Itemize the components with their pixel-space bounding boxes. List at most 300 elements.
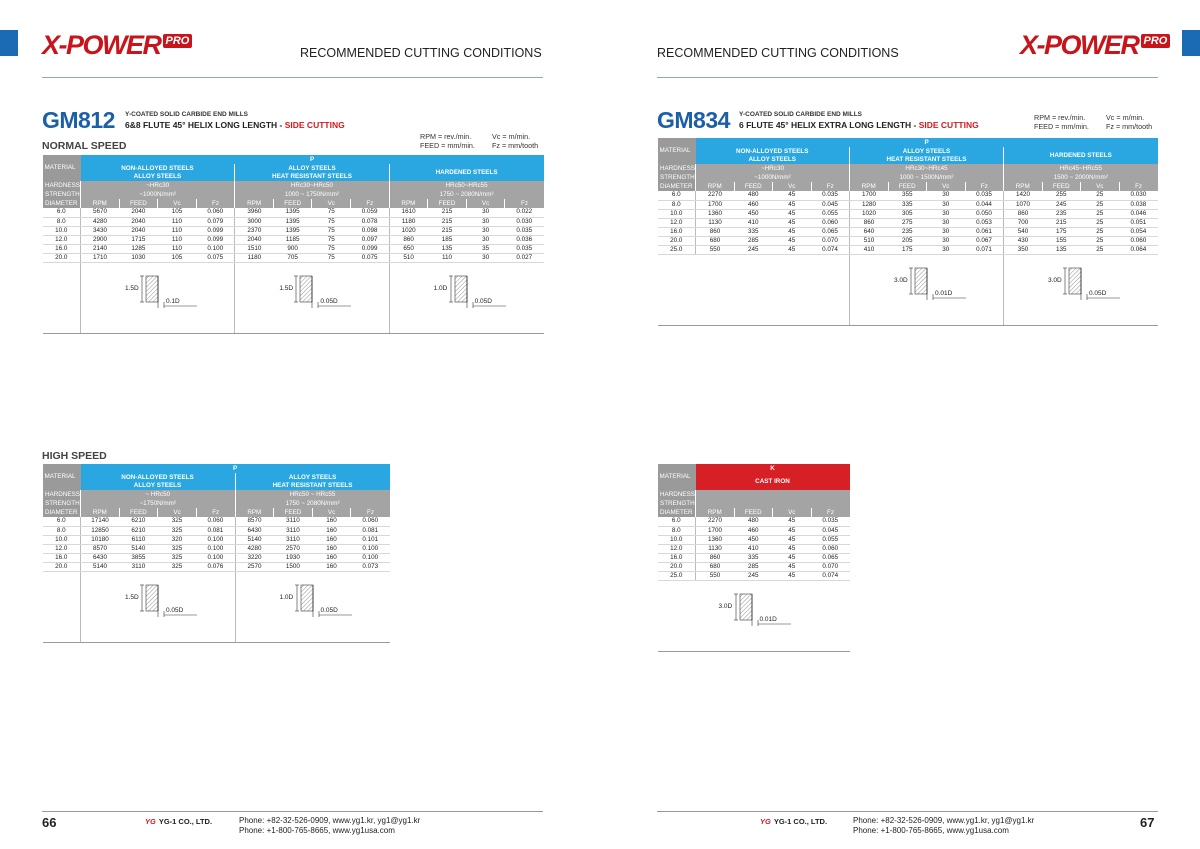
table-row <box>43 526 390 535</box>
column-header: Vc <box>312 199 351 208</box>
table-row <box>43 553 390 562</box>
value-cell: 25 <box>1081 209 1120 218</box>
material-group-code: K <box>696 464 850 473</box>
value-cell: 25 <box>1081 218 1120 227</box>
value-cell: 0.073 <box>351 562 390 571</box>
value-cell: 6430 <box>235 526 274 535</box>
strength-label: STRENGTH <box>658 173 696 182</box>
cutting-diagram <box>81 572 235 642</box>
column-header: RPM <box>696 182 735 191</box>
value-cell: 410 <box>850 245 889 254</box>
axial-depth-label: 1.0D <box>279 593 294 601</box>
strength-value: 1750 ~ 2080N/mm² <box>389 190 543 199</box>
value-cell: 45 <box>773 517 812 526</box>
value-cell: 1700 <box>696 200 735 209</box>
hardness-label: HARDNESS <box>43 490 81 499</box>
diameter-cell: 10.0 <box>658 535 696 544</box>
column-header: FEED <box>888 182 927 191</box>
radial-depth-label: 0.05D <box>320 606 338 614</box>
product-subtitle: Y-COATED SOLID CARBIDE END MILLS <box>125 111 249 118</box>
table-row <box>43 253 544 262</box>
table-row <box>43 535 390 544</box>
value-cell: 160 <box>312 517 351 526</box>
value-cell: 0.061 <box>965 227 1004 236</box>
value-cell: 860 <box>696 553 735 562</box>
value-cell: 110 <box>158 226 197 235</box>
diagram-cell <box>1004 254 1158 325</box>
material-group-code: P <box>81 155 544 164</box>
product-code: GM812 <box>42 107 115 133</box>
value-cell: 25 <box>1081 236 1120 245</box>
value-cell: 0.022 <box>505 208 544 217</box>
cutting-table-high <box>42 464 390 643</box>
diameter-cell: 12.0 <box>43 544 81 553</box>
column-header: RPM <box>1004 182 1043 191</box>
value-cell: 1930 <box>274 553 313 562</box>
strength-label: STRENGTH <box>43 499 81 508</box>
value-cell: 2570 <box>274 544 313 553</box>
column-header: FEED <box>273 199 312 208</box>
strength-value <box>696 499 850 508</box>
value-cell: 135 <box>428 244 467 253</box>
radial-depth-label: 0.01D <box>935 289 953 297</box>
value-cell: 30 <box>466 226 505 235</box>
table-header-row <box>43 155 544 164</box>
cutting-table-cast-iron <box>657 464 850 652</box>
value-cell: 0.100 <box>196 244 235 253</box>
value-cell: 335 <box>734 553 773 562</box>
radial-depth-label: 0.05D <box>474 297 492 305</box>
description-highlight: SIDE CUTTING <box>918 120 979 130</box>
value-cell: 0.071 <box>965 245 1004 254</box>
contact-info <box>239 816 420 836</box>
hardness-label: HARDNESS <box>658 164 696 173</box>
column-header: Vc <box>158 199 197 208</box>
hardness-value: ~ HRc50 <box>81 490 236 499</box>
units-feed: FEED = mm/min. <box>420 141 475 150</box>
table-row <box>658 218 1158 227</box>
diameter-label: DIAMETER <box>658 182 696 191</box>
value-cell: 45 <box>773 191 812 200</box>
value-cell: 3430 <box>81 226 120 235</box>
footer-divider <box>42 811 543 812</box>
value-cell: 25 <box>1081 191 1120 200</box>
diagram-cell <box>389 262 543 333</box>
value-cell: 1710 <box>81 253 120 262</box>
value-cell: 75 <box>312 217 351 226</box>
value-cell: 0.099 <box>196 226 235 235</box>
value-cell: 0.060 <box>811 218 850 227</box>
value-cell: 5670 <box>81 208 120 217</box>
table-row <box>43 208 544 217</box>
value-cell: 410 <box>734 544 773 553</box>
value-cell: 3960 <box>235 208 274 217</box>
value-cell: 285 <box>734 562 773 571</box>
value-cell: 1395 <box>273 217 312 226</box>
diameter-label: DIAMETER <box>43 199 81 208</box>
diameter-cell: 10.0 <box>43 535 81 544</box>
column-header: Fz <box>196 508 235 517</box>
diameter-cell: 25.0 <box>658 571 696 580</box>
column-header: Vc <box>773 508 812 517</box>
strength-label: STRENGTH <box>43 190 81 199</box>
page-title: RECOMMENDED CUTTING CONDITIONS <box>300 46 542 60</box>
value-cell: 110 <box>158 244 197 253</box>
value-cell: 0.074 <box>811 245 850 254</box>
table-row <box>658 245 1158 254</box>
value-cell: 45 <box>773 236 812 245</box>
value-cell: 45 <box>773 526 812 535</box>
value-cell: 5140 <box>235 535 274 544</box>
value-cell: 0.064 <box>1119 245 1158 254</box>
value-cell: 245 <box>1042 200 1081 209</box>
value-cell: 410 <box>734 218 773 227</box>
value-cell: 110 <box>428 253 467 262</box>
column-header: Fz <box>505 199 544 208</box>
value-cell: 0.027 <box>505 253 544 262</box>
value-cell: 30 <box>927 200 966 209</box>
value-cell: 0.060 <box>351 517 390 526</box>
table-row <box>43 226 544 235</box>
value-cell: 1185 <box>273 235 312 244</box>
cutting-diagram <box>235 263 389 333</box>
value-cell: 305 <box>888 209 927 218</box>
page-title: RECOMMENDED CUTTING CONDITIONS <box>657 46 899 60</box>
value-cell: 30 <box>466 253 505 262</box>
value-cell: 175 <box>1042 227 1081 236</box>
value-cell: 680 <box>696 562 735 571</box>
value-cell: 355 <box>888 191 927 200</box>
value-cell: 45 <box>773 245 812 254</box>
value-cell: 75 <box>312 253 351 262</box>
column-header: Fz <box>965 182 1004 191</box>
value-cell: 215 <box>428 217 467 226</box>
value-cell: 0.065 <box>811 553 850 562</box>
value-cell: 4280 <box>235 544 274 553</box>
diameter-cell: 20.0 <box>658 236 696 245</box>
contact-info <box>853 816 1034 836</box>
value-cell: 0.100 <box>196 553 235 562</box>
table-header-row <box>43 473 390 490</box>
cutting-diagram <box>850 255 1004 325</box>
value-cell: 0.030 <box>1119 191 1158 200</box>
diameter-cell: 6.0 <box>43 208 81 217</box>
value-cell: 0.067 <box>965 236 1004 245</box>
value-cell: 325 <box>158 544 197 553</box>
units-fz: Fz = mm/tooth <box>492 141 539 150</box>
header-divider <box>42 77 543 78</box>
logo-text: X-POWER <box>1020 30 1139 60</box>
company-name: YG-1 CO., LTD. <box>773 817 828 826</box>
footer-divider <box>657 811 1158 812</box>
table-row <box>43 244 544 253</box>
column-header: RPM <box>850 182 889 191</box>
hardness-value <box>696 490 850 499</box>
logo-pro-badge: PRO <box>163 34 193 48</box>
column-header: Fz <box>811 508 850 517</box>
column-header: Vc <box>927 182 966 191</box>
value-cell: 155 <box>1042 236 1081 245</box>
strength-value: ~1750N/mm² <box>81 499 236 508</box>
table-row <box>658 544 850 553</box>
value-cell: 2570 <box>235 562 274 571</box>
material-name-line: HEAT RESISTANT STEELS <box>272 481 353 489</box>
value-cell: 1700 <box>850 191 889 200</box>
value-cell: 0.038 <box>1119 200 1158 209</box>
diameter-cell: 6.0 <box>658 517 696 526</box>
units-vc: Vc = m/min. <box>1106 113 1145 122</box>
value-cell: 0.099 <box>196 235 235 244</box>
diameter-cell: 12.0 <box>658 544 696 553</box>
value-cell: 110 <box>158 217 197 226</box>
value-cell: 1020 <box>850 209 889 218</box>
value-cell: 1130 <box>696 218 735 227</box>
value-cell: 8570 <box>81 544 120 553</box>
radial-depth-label: 0.05D <box>320 297 338 305</box>
value-cell: 430 <box>1004 236 1043 245</box>
cutting-diagram <box>658 581 850 651</box>
value-cell: 45 <box>773 535 812 544</box>
table-header-row <box>658 464 850 473</box>
material-group-name <box>696 473 850 490</box>
description-text: 6&8 FLUTE 45° HELIX LONG LENGTH - <box>125 120 285 130</box>
value-cell: 75 <box>312 235 351 244</box>
diameter-cell: 25.0 <box>658 245 696 254</box>
value-cell: 1610 <box>389 208 428 217</box>
value-cell: 1180 <box>235 253 274 262</box>
column-header: RPM <box>696 508 735 517</box>
strength-row <box>43 190 544 199</box>
material-group-name <box>1004 147 1158 164</box>
hardness-value: ~HRc30 <box>696 164 850 173</box>
value-cell: 0.050 <box>965 209 1004 218</box>
value-cell: 17140 <box>81 517 120 526</box>
column-header: Fz <box>351 199 390 208</box>
value-cell: 5140 <box>119 544 158 553</box>
value-cell: 30 <box>927 245 966 254</box>
material-name-line: NON-ALLOYED STEELS <box>121 473 194 481</box>
diameter-cell: 8.0 <box>658 200 696 209</box>
value-cell: 245 <box>734 571 773 580</box>
value-cell: 0.076 <box>196 562 235 571</box>
table-header-row <box>658 138 1158 147</box>
radial-depth-label: 0.05D <box>1089 289 1107 297</box>
column-header: FEED <box>734 182 773 191</box>
strength-row <box>43 499 390 508</box>
column-header: Vc <box>773 182 812 191</box>
value-cell: 1020 <box>389 226 428 235</box>
value-cell: 45 <box>773 209 812 218</box>
value-cell: 0.036 <box>505 235 544 244</box>
table-header-row <box>43 164 544 181</box>
value-cell: 0.045 <box>811 526 850 535</box>
units-rpm: RPM = rev./min. <box>1034 113 1086 122</box>
value-cell: 0.035 <box>965 191 1004 200</box>
axial-depth-label: 3.0D <box>718 602 733 610</box>
diameter-cell: 16.0 <box>43 244 81 253</box>
value-cell: 235 <box>888 227 927 236</box>
contact-line-1: Phone: +82-32-526-0909, www.yg1.kr, yg1@yg1.kr <box>853 816 1035 825</box>
diagram-spacer <box>658 254 850 325</box>
diagram <box>81 572 235 642</box>
value-cell: 25 <box>1081 245 1120 254</box>
material-name-line: HEAT RESISTANT STEELS <box>272 172 352 180</box>
value-cell: 1360 <box>696 209 735 218</box>
strength-value: ~1000N/mm² <box>696 173 850 182</box>
value-cell: 335 <box>734 227 773 236</box>
diagram-row <box>43 262 544 333</box>
column-header: Vc <box>312 508 351 517</box>
value-cell: 30 <box>927 227 966 236</box>
hardness-row <box>43 490 390 499</box>
column-header-row <box>43 199 544 208</box>
axial-depth-label: 3.0D <box>894 276 908 284</box>
column-header: Vc <box>1081 182 1120 191</box>
diagram-cell <box>81 571 236 642</box>
value-cell: 45 <box>773 553 812 562</box>
material-name-line: HARDENED STEELS <box>435 168 498 176</box>
diameter-cell: 10.0 <box>658 209 696 218</box>
value-cell: 1420 <box>1004 191 1043 200</box>
value-cell: 185 <box>428 235 467 244</box>
hardness-value: ~HRc30 <box>81 181 235 190</box>
value-cell: 0.100 <box>351 553 390 562</box>
value-cell: 0.101 <box>351 535 390 544</box>
column-header: FEED <box>274 508 313 517</box>
value-cell: 215 <box>1042 218 1081 227</box>
value-cell: 5140 <box>81 562 120 571</box>
value-cell: 8570 <box>235 517 274 526</box>
value-cell: 6430 <box>81 553 120 562</box>
units-legend <box>1034 113 1152 131</box>
value-cell: 335 <box>888 200 927 209</box>
description-highlight: SIDE CUTTING <box>284 120 345 130</box>
hardness-value: HRc30~HRc45 <box>850 164 1004 173</box>
units-legend <box>420 132 538 150</box>
table-row <box>658 200 1158 209</box>
table-row <box>658 535 850 544</box>
value-cell: 1700 <box>696 526 735 535</box>
value-cell: 0.075 <box>196 253 235 262</box>
value-cell: 550 <box>696 571 735 580</box>
hardness-row <box>658 164 1158 173</box>
value-cell: 325 <box>158 562 197 571</box>
column-header: RPM <box>235 508 274 517</box>
value-cell: 0.081 <box>351 526 390 535</box>
diagram-row <box>658 580 850 651</box>
cutting-table-normal <box>42 155 544 334</box>
value-cell: 1285 <box>119 244 158 253</box>
value-cell: 0.079 <box>196 217 235 226</box>
diagram-cell <box>850 254 1004 325</box>
value-cell: 12850 <box>81 526 120 535</box>
value-cell: 2900 <box>81 235 120 244</box>
material-group-name <box>389 164 543 181</box>
value-cell: 350 <box>1004 245 1043 254</box>
hardness-value: HRc50 ~ HRc55 <box>235 490 390 499</box>
column-header: Fz <box>1119 182 1158 191</box>
hardness-value: HRc30~HRc50 <box>235 181 389 190</box>
value-cell: 25 <box>1081 200 1120 209</box>
brand-logo <box>1020 30 1170 61</box>
diameter-cell: 16.0 <box>43 553 81 562</box>
value-cell: 860 <box>850 218 889 227</box>
table-row <box>658 571 850 580</box>
value-cell: 3110 <box>274 526 313 535</box>
value-cell: 275 <box>888 218 927 227</box>
material-name-line: CAST IRON <box>755 477 790 485</box>
strength-row <box>658 499 850 508</box>
column-header: Fz <box>196 199 235 208</box>
value-cell: 480 <box>734 517 773 526</box>
value-cell: 0.099 <box>351 244 390 253</box>
value-cell: 255 <box>1042 191 1081 200</box>
column-header: FEED <box>119 199 158 208</box>
hardness-label: HARDNESS <box>43 181 81 190</box>
company-logo <box>760 817 827 826</box>
value-cell: 30 <box>927 218 966 227</box>
value-cell: 175 <box>888 245 927 254</box>
table-row <box>658 517 850 526</box>
value-cell: 10180 <box>81 535 120 544</box>
value-cell: 45 <box>773 571 812 580</box>
value-cell: 0.075 <box>351 253 390 262</box>
value-cell: 105 <box>158 208 197 217</box>
value-cell: 1360 <box>696 535 735 544</box>
value-cell: 1510 <box>235 244 274 253</box>
company-mark-icon: YG <box>145 817 156 826</box>
column-header-row <box>658 182 1158 191</box>
material-name-line: ALLOY STEELS <box>902 147 951 155</box>
value-cell: 110 <box>158 235 197 244</box>
value-cell: 0.044 <box>965 200 1004 209</box>
table-row <box>658 191 1158 200</box>
value-cell: 1030 <box>119 253 158 262</box>
value-cell: 6210 <box>119 526 158 535</box>
hardness-value: HRc45~HRc55 <box>1004 164 1158 173</box>
product-description <box>739 120 979 130</box>
material-group-name <box>235 473 390 490</box>
value-cell: 1280 <box>850 200 889 209</box>
material-label: MATERIAL <box>43 464 81 490</box>
value-cell: 0.060 <box>1119 236 1158 245</box>
value-cell: 3110 <box>274 517 313 526</box>
value-cell: 4280 <box>81 217 120 226</box>
value-cell: 0.053 <box>965 218 1004 227</box>
value-cell: 2140 <box>81 244 120 253</box>
material-name-line: ALLOY STEELS <box>748 155 796 163</box>
table-header-row <box>43 464 390 473</box>
value-cell: 2270 <box>696 517 735 526</box>
strength-label: STRENGTH <box>658 499 696 508</box>
value-cell: 215 <box>428 208 467 217</box>
contact-line-1: Phone: +82-32-526-0909, www.yg1.kr, yg1@yg1.kr <box>239 816 421 825</box>
diameter-cell: 20.0 <box>43 253 81 262</box>
column-header: RPM <box>235 199 274 208</box>
axial-depth-label: 3.0D <box>1048 276 1062 284</box>
axial-depth-label: 1.5D <box>125 593 139 601</box>
value-cell: 30 <box>466 208 505 217</box>
value-cell: 860 <box>1004 209 1043 218</box>
value-cell: 705 <box>273 253 312 262</box>
diagram <box>658 581 850 651</box>
value-cell: 650 <box>389 244 428 253</box>
table-row <box>43 217 544 226</box>
material-label: MATERIAL <box>658 464 696 490</box>
value-cell: 0.060 <box>196 208 235 217</box>
section-title-normal-speed: NORMAL SPEED <box>42 140 127 152</box>
diameter-cell: 8.0 <box>43 526 81 535</box>
